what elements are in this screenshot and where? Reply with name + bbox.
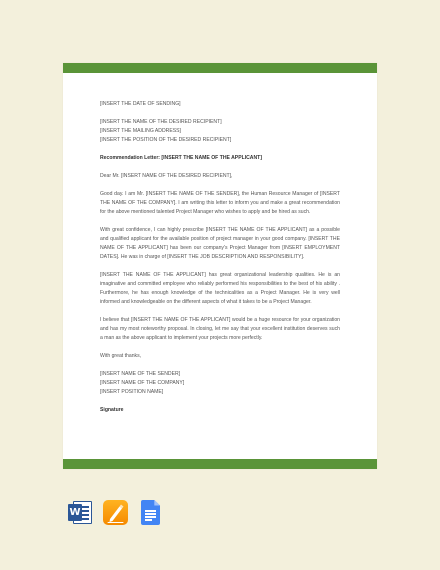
pen-icon — [103, 500, 128, 525]
recipient-name: [INSERT THE NAME OF THE DESIRED RECIPIENT] — [100, 119, 222, 125]
body-paragraph-3: [INSERT THE NAME OF THE APPLICANT] has great organizational leadership qualities. He is an imaginative and committed employee who reliably performed his responsibilities to the best of his ability . Furthermore, he has enough knowledge of the technicalities as a Project Manager. He is very well informed and knowledgeable on the different aspects of what it takes to be a Project Manager. — [100, 272, 340, 305]
letter-salutation: Dear Mr. [INSERT NAME OF THE DESIRED RECIPIENT], — [100, 173, 233, 179]
signature-label: Signature — [100, 407, 124, 413]
letter-content — [100, 100, 340, 415]
sender-company: [INSERT NAME OF THE COMPANY] — [100, 380, 185, 386]
letter-page — [63, 63, 377, 469]
sender-position: [INSERT POSITION NAME] — [100, 389, 164, 395]
google-docs-icon[interactable] — [138, 500, 163, 525]
body-paragraph-4: I believe that [INSERT THE NAME OF THE APPLICANT] would be a huge resource for your organization and has my most noteworthy proposal. In closing, let me say that your excellent institution deserves such a man as the above applicant to implement your projects more perfectly. — [100, 317, 340, 341]
letter-subject: Recommendation Letter: [INSERT THE NAME OF THE APPLICANT] — [100, 155, 262, 161]
body-paragraph-2: With great confidence, I can highly prescribe [INSERT THE NAME OF THE APPLICANT] as a possible and qualified applicant for the available position of project manager in your good company. [INSERT THE NAME OF THE APPLICANT] has been our company's Project Manager from [INSERT EMPLOYMENT DATES]. He was in charge of [INSERT THE JOB DESCRIPTION AND RESPONSIBILITY]. — [100, 227, 340, 260]
footer-band — [63, 459, 377, 469]
body-paragraph-1: Good day. I am Mr. [INSERT THE NAME OF THE SENDER], the Human Resource Manager of [INSERT THE NAME OF THE COMPANY]. I am writing this letter to inform you and make a great recommendation for the above mentioned talented Project Manager who wishes to apply and be hired as such. — [100, 191, 340, 215]
download-formats — [68, 500, 163, 525]
letter-date: [INSERT THE DATE OF SENDING] — [100, 101, 181, 107]
word-icon[interactable] — [68, 500, 93, 525]
recipient-address: [INSERT THE MAILING ADDRESS] — [100, 128, 181, 134]
word-badge: W — [68, 504, 82, 521]
letter-closing: With great thanks, — [100, 353, 142, 359]
sender-name: [INSERT NAME OF THE SENDER] — [100, 371, 181, 377]
pages-icon[interactable] — [103, 500, 128, 525]
recipient-position: [INSERT THE POSITION OF THE DESIRED RECIPIENT] — [100, 137, 232, 143]
header-band — [63, 63, 377, 73]
